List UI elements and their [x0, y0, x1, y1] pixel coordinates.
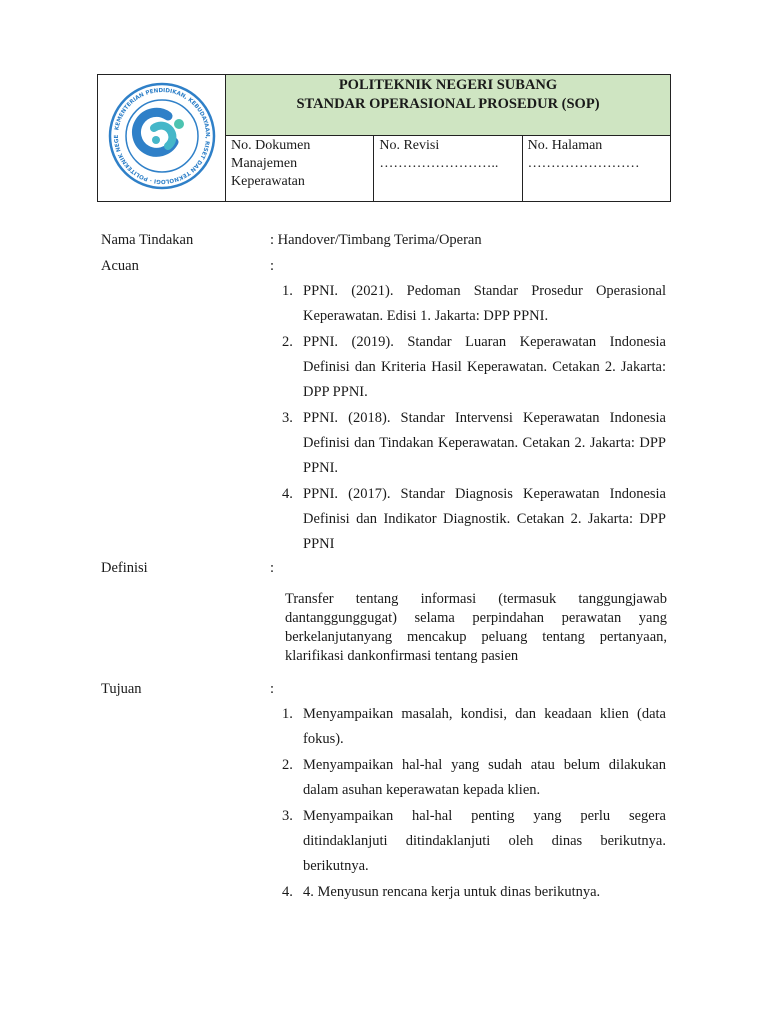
tujuan-item-text: Menyampaikan hal-hal penting yang perlu segera ditindaklanjuti ditindaklanjuti oleh dinas berikutnya. berikutnya. — [303, 808, 666, 874]
no-dokumen-value: Manajemen Keperawatan — [231, 156, 305, 189]
no-revisi-cell — [374, 136, 522, 202]
institution-title: POLITEKNIK NEGERI SUBANG — [338, 77, 558, 93]
sop-title-cell — [226, 75, 671, 136]
no-halaman-value: …………………… — [527, 156, 640, 171]
tujuan-item — [282, 880, 666, 905]
tujuan-item — [282, 753, 666, 803]
svg-text:KEMENTERIAN PENDIDIKAN, KEBUDA: KEMENTERIAN PENDIDIKAN, KEBUDAYAAN, RISET DAN TEKNOLOGI · POLITEKNIK NEGE — [113, 87, 210, 184]
no-dokumen-label: No. Dokumen — [231, 138, 311, 153]
acuan-item — [282, 279, 666, 329]
nama-tindakan-label: Nama Tindakan — [101, 232, 194, 248]
nama-tindakan-value: : Handover/Timbang Terima/Operan — [270, 232, 482, 248]
tujuan-colon: : — [270, 681, 275, 697]
tujuan-item-number: 4. — [282, 884, 293, 900]
tujuan-item-number: 3. — [282, 808, 293, 824]
acuan-list — [282, 279, 666, 558]
tujuan-item-number: 2. — [282, 757, 293, 773]
tujuan-item-text: Menyampaikan masalah, kondisi, dan keadaan klien (data fokus). — [303, 706, 666, 747]
tujuan-item-number: 1. — [282, 706, 293, 722]
definisi-label: Definisi — [101, 560, 148, 576]
no-halaman-label: No. Halaman — [527, 138, 603, 153]
definisi-colon: : — [270, 560, 275, 576]
tujuan-item-text: Menyampaikan hal-hal yang sudah atau belum dilakukan dalam asuhan keperawatan kepada klien. — [303, 757, 666, 798]
acuan-item — [282, 406, 666, 481]
acuan-item-number: 2. — [282, 334, 293, 350]
logo-cell — [98, 75, 226, 202]
acuan-item-number: 4. — [282, 486, 293, 502]
acuan-item-number: 1. — [282, 283, 293, 299]
polsub-logo — [106, 80, 218, 192]
acuan-item-text: PPNI. (2019). Standar Luaran Keperawatan Indonesia Definisi dan Kriteria Hasil Keperawatan. Cetakan 2. Jakarta: DPP PPNI. — [303, 334, 666, 400]
tujuan-list — [282, 702, 666, 906]
sop-title: STANDAR OPERASIONAL PROSEDUR (SOP) — [296, 96, 600, 112]
tujuan-label: Tujuan — [101, 681, 142, 697]
tujuan-item — [282, 804, 666, 879]
sop-header-table — [97, 74, 671, 202]
acuan-item-text: PPNI. (2018). Standar Intervensi Keperawatan Indonesia Definisi dan Tindakan Keperawatan. Cetakan 2. Jakarta: DPP PPNI. — [303, 410, 666, 476]
tujuan-item — [282, 702, 666, 752]
acuan-item-text: PPNI. (2021). Pedoman Standar Prosedur Operasional Keperawatan. Edisi 1. Jakarta: DPP PPNI. — [303, 283, 666, 324]
acuan-item-text: PPNI. (2017). Standar Diagnosis Keperawatan Indonesia Definisi dan Indikator Diagnostik. Cetakan 2. Jakarta: DPP PPNI — [303, 486, 666, 552]
no-halaman-cell — [522, 136, 670, 202]
acuan-item — [282, 330, 666, 405]
no-revisi-label: No. Revisi — [379, 138, 440, 153]
tujuan-item-text: 4. Menyusun rencana kerja untuk dinas berikutnya. — [303, 884, 601, 900]
acuan-item — [282, 482, 666, 557]
no-dokumen-cell — [226, 136, 374, 202]
no-revisi-value: …………………….. — [379, 156, 499, 171]
acuan-colon: : — [270, 258, 275, 274]
acuan-item-number: 3. — [282, 410, 293, 426]
acuan-label: Acuan — [101, 258, 139, 274]
definisi-text: Transfer tentang informasi (termasuk tanggungjawab dantanggunggugat) selama perpindahan perawatan yang berkelanjutanyang mencakup peluang tentang pertanyaan, klarifikasi dankonfirmasi tentang pasien — [285, 591, 667, 664]
